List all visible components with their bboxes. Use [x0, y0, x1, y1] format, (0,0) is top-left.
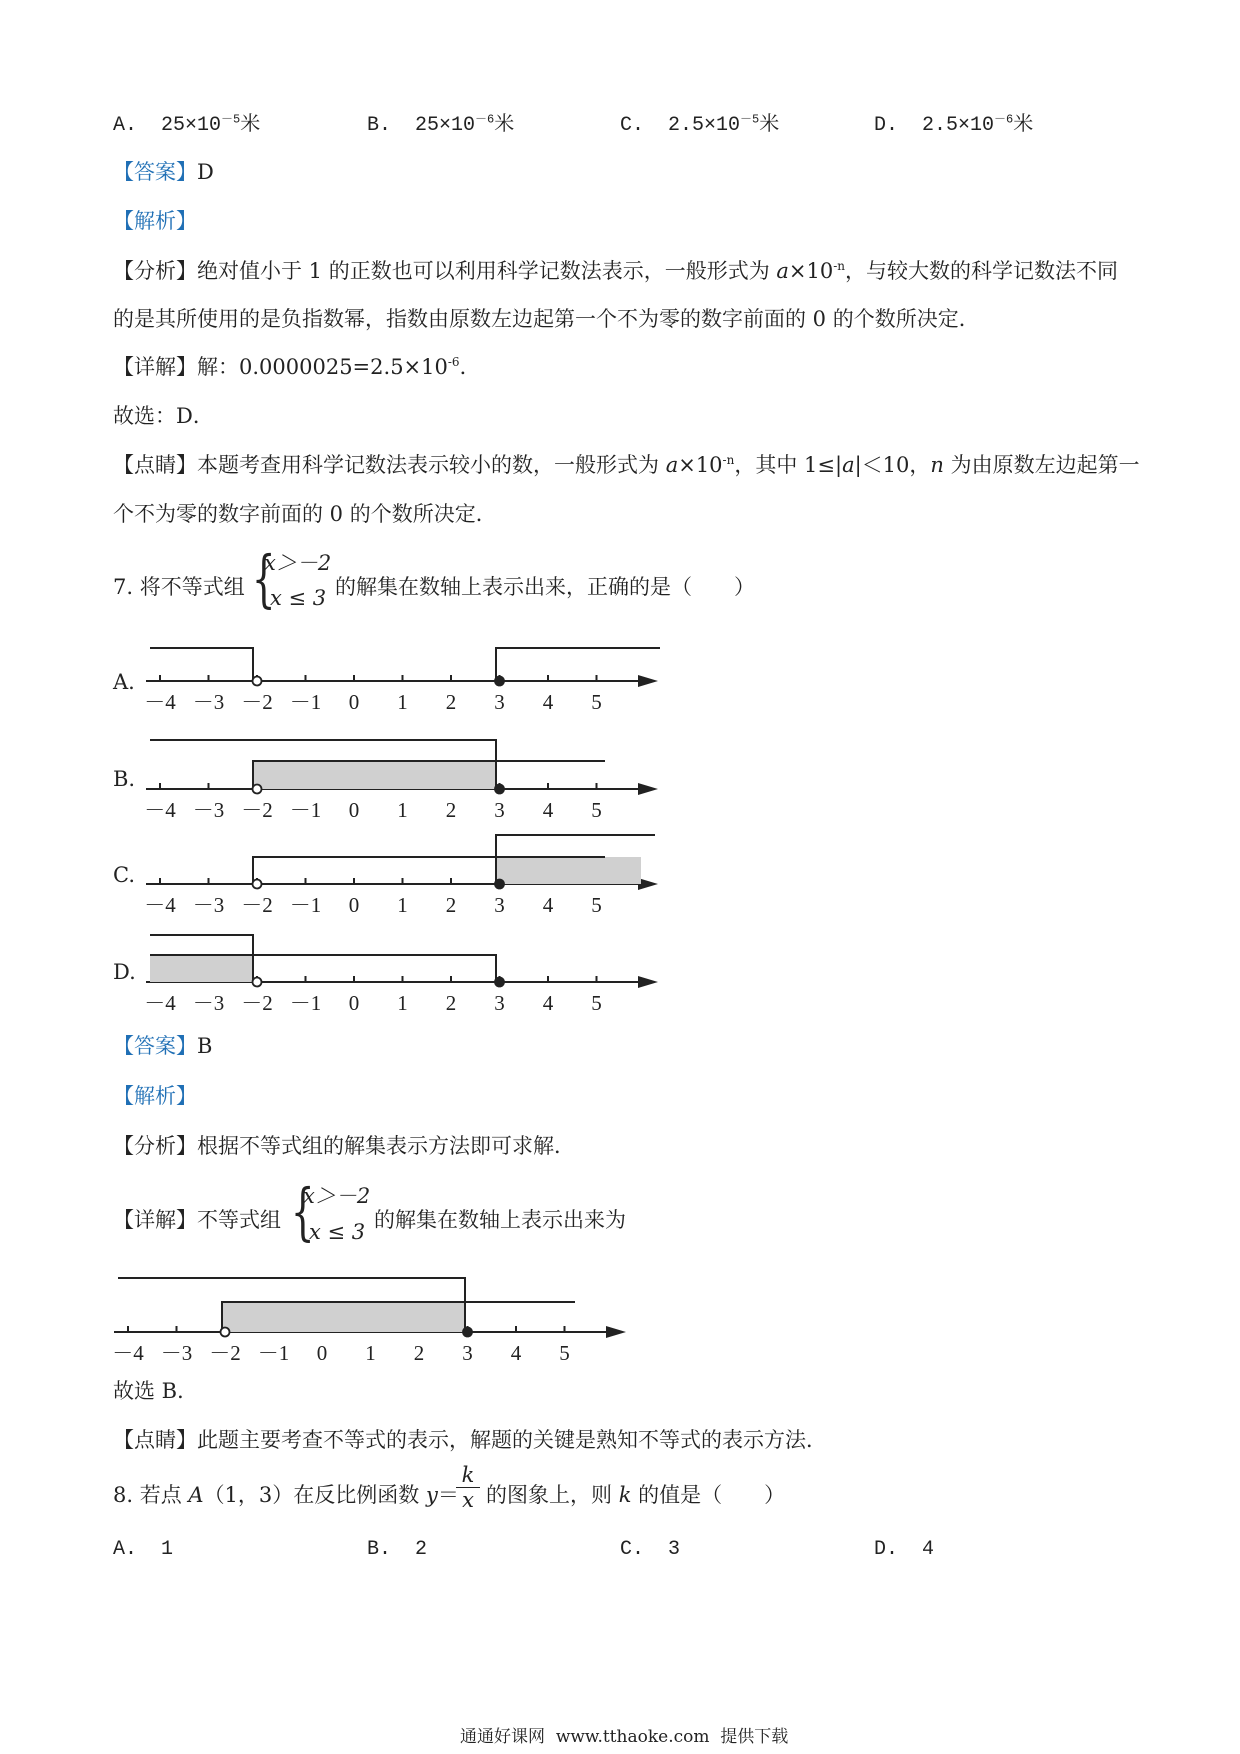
tick-label: －1	[289, 798, 322, 822]
shaded-region	[496, 857, 641, 884]
q8-option-d[interactable]: D. 4	[874, 1538, 935, 1561]
tick-label: －2	[241, 798, 273, 822]
tick-label: 0	[348, 893, 360, 917]
open-endpoint	[221, 1328, 230, 1337]
tick-label: －2	[241, 893, 273, 917]
q8-option-b[interactable]: B. 2	[367, 1538, 428, 1561]
number-line-solution	[112, 1278, 626, 1365]
tick-label: －3	[192, 690, 225, 714]
tick-label: －2	[209, 1341, 241, 1365]
q7-option-c-letter[interactable]: C.	[113, 863, 135, 887]
q6-fenxi-line1: 【分析】绝对值小于 1 的正数也可以利用科学记数法表示，一般形式为 $a\times 10^{-n}$，与较大数的科学记数法不同	[113, 259, 1119, 283]
tick-label: －1	[289, 991, 322, 1015]
q7-detail-system-line2: x ≤ 3	[309, 1220, 366, 1244]
tick-label: 5	[559, 1341, 570, 1365]
q7-detail-prefix: 【详解】不等式组	[113, 1208, 281, 1232]
tick-label: 4	[510, 1341, 522, 1365]
q6-option-a[interactable]: A. $25\times 10^{-5}$米	[113, 112, 261, 137]
q6-option-b[interactable]: B. $25\times 10^{-6}$米	[367, 112, 515, 137]
axis-arrow	[638, 783, 658, 795]
q7-detail-suffix: 的解集在数轴上表示出来为	[374, 1208, 626, 1232]
tick-label: 1	[365, 1341, 376, 1365]
open-endpoint	[253, 785, 262, 794]
solution-bracket	[150, 648, 253, 681]
q6-option-d[interactable]: D. $2.5\times 10^{-6}$米	[874, 112, 1034, 137]
tick-label: 4	[542, 690, 554, 714]
tick-label: 1	[397, 991, 408, 1015]
tick-label: 1	[397, 798, 408, 822]
number-line-d	[144, 935, 658, 1015]
tick-label: －1	[257, 1341, 290, 1365]
tick-label: 2	[413, 1341, 425, 1365]
tick-label: 4	[542, 893, 554, 917]
closed-endpoint	[495, 677, 504, 686]
shaded-region	[150, 955, 253, 982]
tick-label: －4	[144, 690, 176, 714]
axis-arrow	[638, 675, 658, 687]
q6-comment-line2: 个不为零的数字前面的 0 的个数所决定．	[113, 502, 497, 526]
tick-label: －2	[241, 690, 273, 714]
q7-answer: 【答案】B	[113, 1034, 213, 1058]
q6-detail: 【详解】解：$0.0000025=2.5\times 10^{-6}$．	[113, 355, 481, 379]
tick-label: －3	[160, 1341, 193, 1365]
closed-endpoint	[463, 1328, 472, 1337]
number-line-b	[144, 740, 658, 822]
number-line-a	[144, 648, 660, 714]
tick-label: －3	[192, 893, 225, 917]
shaded-region	[222, 1302, 465, 1332]
q8-stem-text: 8. 若点 A（1，3）在反比例函数 y＝	[113, 1483, 459, 1507]
closed-endpoint	[495, 880, 504, 889]
tick-label: 3	[462, 1341, 473, 1365]
tick-label: －4	[144, 798, 176, 822]
page-footer: 通通好课网 www.tthaoke.com 提供下载	[460, 1727, 789, 1747]
q8-option-a[interactable]: A. 1	[113, 1538, 174, 1561]
q7-system-line2: x ≤ 3	[270, 586, 327, 610]
axis-arrow	[606, 1326, 626, 1338]
tick-label: －1	[289, 893, 322, 917]
q7-detail-brace: {	[290, 1175, 315, 1248]
tick-label: 4	[542, 798, 554, 822]
q7-system-line1: x＞－2	[264, 551, 332, 575]
tick-label: 1	[397, 893, 408, 917]
q8-option-c[interactable]: C. 3	[620, 1538, 681, 1561]
tick-label: －4	[144, 991, 176, 1015]
tick-label: －1	[289, 690, 322, 714]
q6-analysis-tag: 【解析】	[113, 209, 197, 233]
closed-endpoint	[495, 978, 504, 987]
q7-option-a-letter[interactable]: A.	[113, 670, 135, 694]
open-endpoint	[253, 978, 262, 987]
q6-fenxi-line2: 的是其所使用的是负指数幂，指数由原数左边起第一个不为零的数字前面的 0 的个数所决定．	[113, 307, 980, 331]
open-endpoint	[253, 880, 262, 889]
q7-choose: 故选 B．	[113, 1379, 199, 1403]
tick-label: 0	[348, 690, 360, 714]
q6-option-c[interactable]: C. $2.5\times 10^{-5}$米	[620, 112, 780, 137]
axis-arrow	[638, 976, 658, 988]
closed-endpoint	[495, 785, 504, 794]
q7-stem-prefix: 7. 将不等式组	[113, 575, 245, 599]
shaded-region	[253, 761, 496, 789]
tick-label: 2	[445, 690, 457, 714]
tick-label: 3	[494, 991, 505, 1015]
tick-label: 2	[445, 893, 457, 917]
q7-stem-suffix: 的解集在数轴上表示出来，正确的是（ ）	[335, 575, 755, 599]
q6-comment-line1: 【点睛】本题考查用科学记数法表示较小的数，一般形式为 $a\times 10^{-n}$，其中 1≤|a|＜10，n 为由原数左边起第一	[113, 453, 1140, 477]
tick-label: 0	[348, 798, 360, 822]
tick-label: －2	[241, 991, 273, 1015]
tick-label: 1	[397, 690, 408, 714]
q8-stem-tail: 的图象上，则 k 的值是（ ）	[486, 1483, 786, 1507]
footer-url[interactable]: www.tthaoke.com	[555, 1727, 710, 1747]
tick-label: －3	[192, 798, 225, 822]
q8-fraction: $\frac{k}{x}$	[456, 1463, 480, 1512]
q7-comment: 【点睛】此题主要考查不等式的表示，解题的关键是熟知不等式的表示方法．	[113, 1428, 827, 1452]
tick-label: 5	[591, 690, 602, 714]
tick-label: 5	[591, 893, 602, 917]
q6-answer: 【答案】D	[113, 160, 214, 184]
tick-label: 3	[494, 798, 505, 822]
open-endpoint	[253, 677, 262, 686]
tick-label: 2	[445, 798, 457, 822]
q6-choose: 故选：D．	[113, 404, 214, 428]
tick-label: 3	[494, 893, 505, 917]
tick-label: 0	[316, 1341, 328, 1365]
q7-analysis-tag: 【解析】	[113, 1084, 197, 1108]
tick-label: 5	[591, 991, 602, 1015]
tick-label: －4	[144, 893, 176, 917]
q7-detail-system-line1: x＞－2	[303, 1184, 371, 1208]
q7-option-d-letter[interactable]: D.	[113, 960, 136, 984]
tick-label: 3	[494, 690, 505, 714]
tick-label: 5	[591, 798, 602, 822]
q7-system-brace: {	[251, 542, 276, 615]
q7-fenxi: 【分析】根据不等式组的解集表示方法即可求解．	[113, 1134, 575, 1158]
tick-label: －3	[192, 991, 225, 1015]
tick-label: －4	[112, 1341, 144, 1365]
solution-bracket	[496, 648, 660, 681]
tick-label: 4	[542, 991, 554, 1015]
tick-label: 2	[445, 991, 457, 1015]
tick-label: 0	[348, 991, 360, 1015]
number-line-c	[144, 835, 658, 917]
q7-option-b-letter[interactable]: B.	[113, 767, 136, 791]
